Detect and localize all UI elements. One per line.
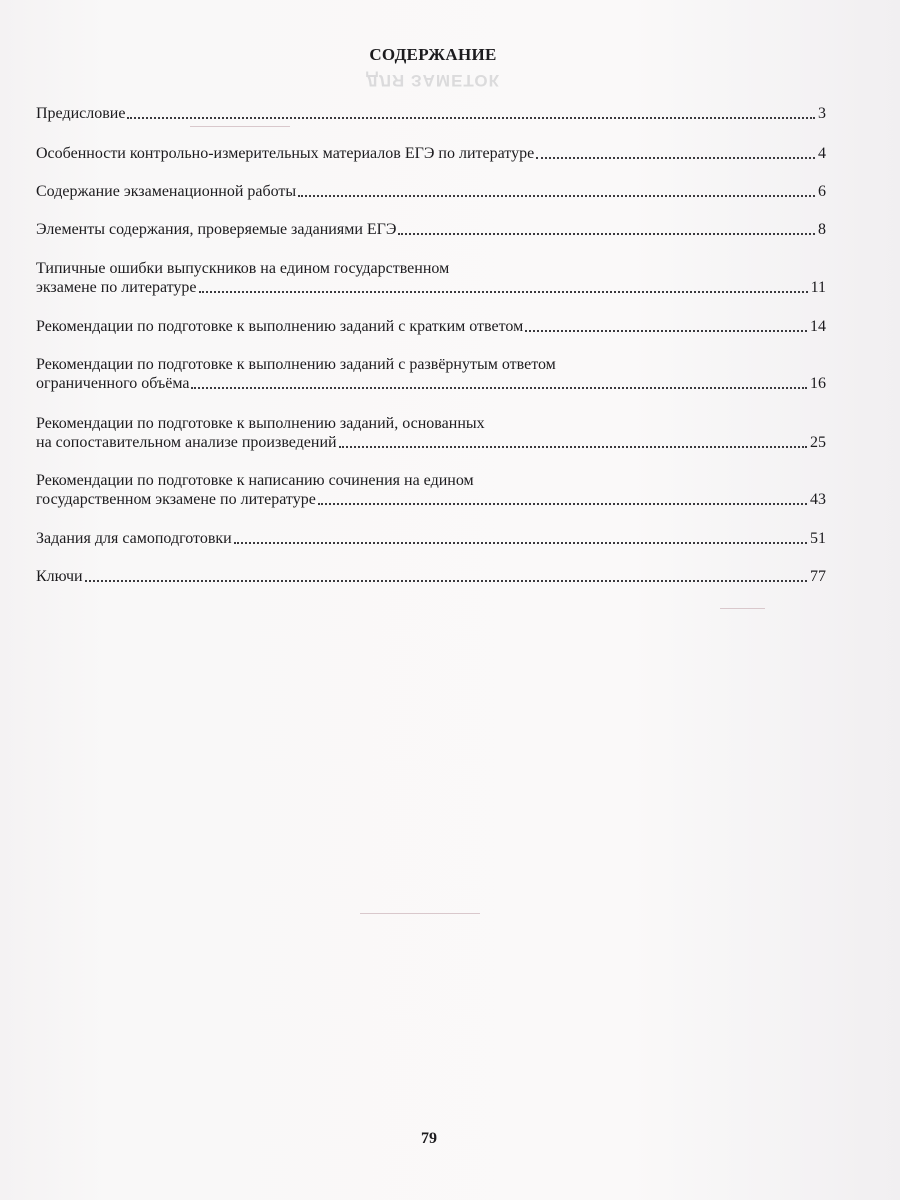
toc-entry-title-continued: ограниченного объёма <box>36 375 190 392</box>
toc-entry[interactable] <box>36 567 826 586</box>
toc-page-number: 6 <box>818 183 826 200</box>
toc-entry[interactable] <box>36 220 826 239</box>
scan-speck <box>190 126 290 127</box>
toc-page-number: 77 <box>810 568 826 585</box>
toc-entry[interactable] <box>36 471 826 509</box>
toc-leader-dots <box>525 330 807 332</box>
page-number: 79 <box>421 1130 437 1147</box>
toc-entry-title-continued: экзамене по литературе <box>36 279 197 296</box>
toc-leader-dots <box>199 291 808 293</box>
toc-entry-title: Содержание экзаменационной работы <box>36 183 297 200</box>
toc-leader-dots <box>318 503 807 505</box>
toc-entry[interactable] <box>36 414 826 452</box>
toc-page-number: 25 <box>810 434 826 451</box>
toc-page-number: 4 <box>818 145 826 162</box>
toc-entry-title-continued: на сопоставительном анализе произведений <box>36 434 337 451</box>
toc-entry[interactable] <box>36 182 826 201</box>
scan-speck <box>360 913 480 914</box>
toc-entry[interactable] <box>36 355 826 393</box>
toc-entry-title: Задания для самоподготовки <box>36 530 232 547</box>
toc-entry[interactable] <box>36 259 826 297</box>
toc-page-number: 14 <box>810 318 826 335</box>
toc-leader-dots <box>191 387 807 389</box>
toc-page-number: 3 <box>818 105 826 122</box>
toc-entry-title: Элементы содержания, проверяемые заданиями ЕГЭ <box>36 221 397 238</box>
toc-page-number: 11 <box>810 279 826 296</box>
bleed-through-text: ДЛЯ ЗАМЕТОК <box>366 71 500 90</box>
toc-entry-title: Особенности контрольно-измерительных материалов ЕГЭ по литературе <box>36 145 535 162</box>
toc-page-number: 51 <box>810 530 826 547</box>
toc-entry-title: Рекомендации по подготовке к выполнению заданий, основанных <box>36 415 485 432</box>
toc-leader-dots <box>127 117 815 119</box>
toc-entry-title: Рекомендации по подготовке к выполнению заданий с кратким ответом <box>36 318 524 335</box>
toc-leader-dots <box>298 195 815 197</box>
toc-entry-title: Предисловие <box>36 105 126 122</box>
toc-entry-title: Типичные ошибки выпускников на едином государственном <box>36 260 450 277</box>
toc-leader-dots <box>536 157 815 159</box>
toc-entry[interactable] <box>36 317 826 336</box>
toc-page-number: 8 <box>818 221 826 238</box>
toc-leader-dots <box>234 542 807 544</box>
toc-entry-title-continued: государственном экзамене по литературе <box>36 491 316 508</box>
toc-entry[interactable] <box>36 144 826 163</box>
page-title: СОДЕРЖАНИЕ <box>369 45 497 64</box>
toc-entry-title: Рекомендации по подготовке к написанию сочинения на едином <box>36 472 474 489</box>
toc-entry-title: Ключи <box>36 568 83 585</box>
toc-entry-title: Рекомендации по подготовке к выполнению заданий с развёрнутым ответом <box>36 356 556 373</box>
toc-page-number: 16 <box>810 375 826 392</box>
scan-speck <box>720 608 765 609</box>
toc-leader-dots <box>398 233 815 235</box>
toc-leader-dots <box>339 446 807 448</box>
toc-leader-dots <box>85 580 807 582</box>
toc-entry[interactable] <box>36 529 826 548</box>
toc-page-number: 43 <box>810 491 826 508</box>
toc-entry[interactable] <box>36 104 826 123</box>
